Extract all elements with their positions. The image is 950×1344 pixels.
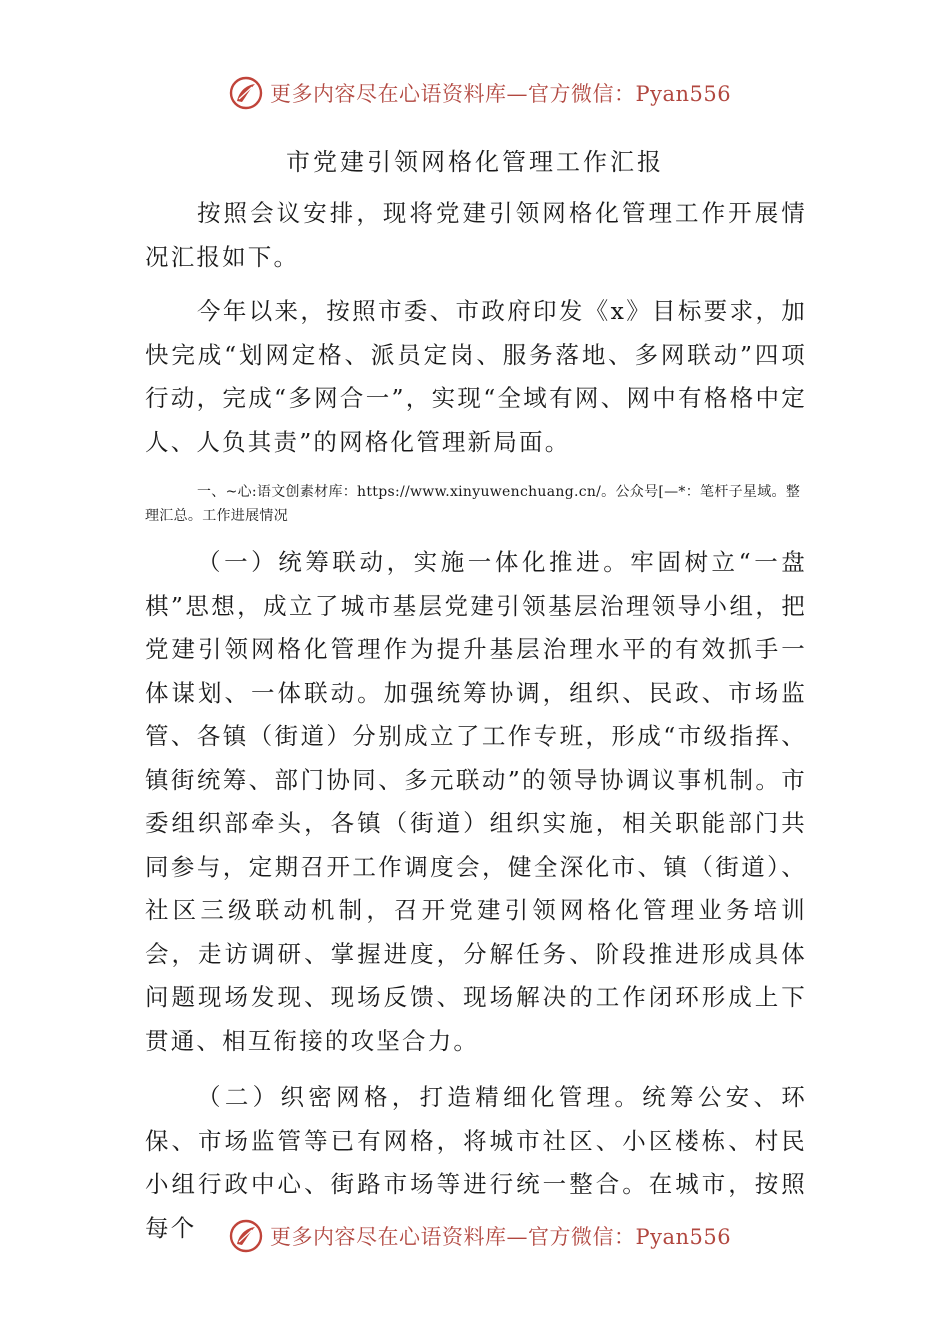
- banner-text: 更多内容尽在心语资料库—: [270, 1225, 528, 1249]
- banner-wechat: 官方微信：Pyan556: [528, 82, 732, 106]
- paragraph-overview: 今年以来，按照市委、市政府印发《x》目标要求，加快完成“划网定格、派员定岗、服务落地、多网联动”四项行动，完成“多网合一”，实现“全域有网、网中有格格中定人、人负其责”的网格化管理新局面。: [145, 297, 807, 456]
- paragraph-section-2: （二）织密网格，打造精细化管理。统筹公安、环保、市场监管等已有网格，将城市社区、小区楼栋、村民小组行政中心、街路市场等进行统一整合。在城市，按照每个: [145, 1083, 807, 1242]
- paragraph-intro: 按照会议安排，现将党建引领网格化管理工作开展情况汇报如下。: [145, 199, 807, 271]
- source-note: 一、~心:语文创素材库：https://www.xinyuwenchuang.cn/。公众号[—*：笔杆子星域。整理汇总。工作进展情况: [145, 484, 801, 524]
- banner-text: 更多内容尽在心语资料库—: [270, 82, 528, 106]
- logo-icon: [228, 75, 264, 111]
- logo-icon: [228, 1218, 264, 1254]
- footer-watermark-banner: [0, 1216, 950, 1256]
- banner-wechat: 官方微信：Pyan556: [528, 1225, 732, 1249]
- paragraph-section-1: （一）统筹联动，实施一体化推进。牢固树立“一盘棋”思想，成立了城市基层党建引领基层治理领导小组，把党建引领网格化管理作为提升基层治理水平的有效抓手一体谋划、一体联动。加强统筹协调，组织、民政、市场监管、各镇（街道）分别成立了工作专班，形成“市级指挥、镇街统筹、部门协同、多元联动”的领导协调议事机制。市委组织部牵头，各镇（街道）组织实施，相关职能部门共同参与，定期召开工作调度会，健全深化市、镇（街道）、社区三级联动机制，召开党建引领网格化管理业务培训会，走访调研、掌握进度，分解任务、阶段推进形成具体问题现场发现、现场反馈、现场解决的工作闭环形成上下贯通、相互衔接的攻坚合力。: [145, 548, 807, 1055]
- page-title: 市党建引领网格化管理工作汇报: [286, 148, 664, 176]
- header-watermark-banner: [0, 73, 950, 113]
